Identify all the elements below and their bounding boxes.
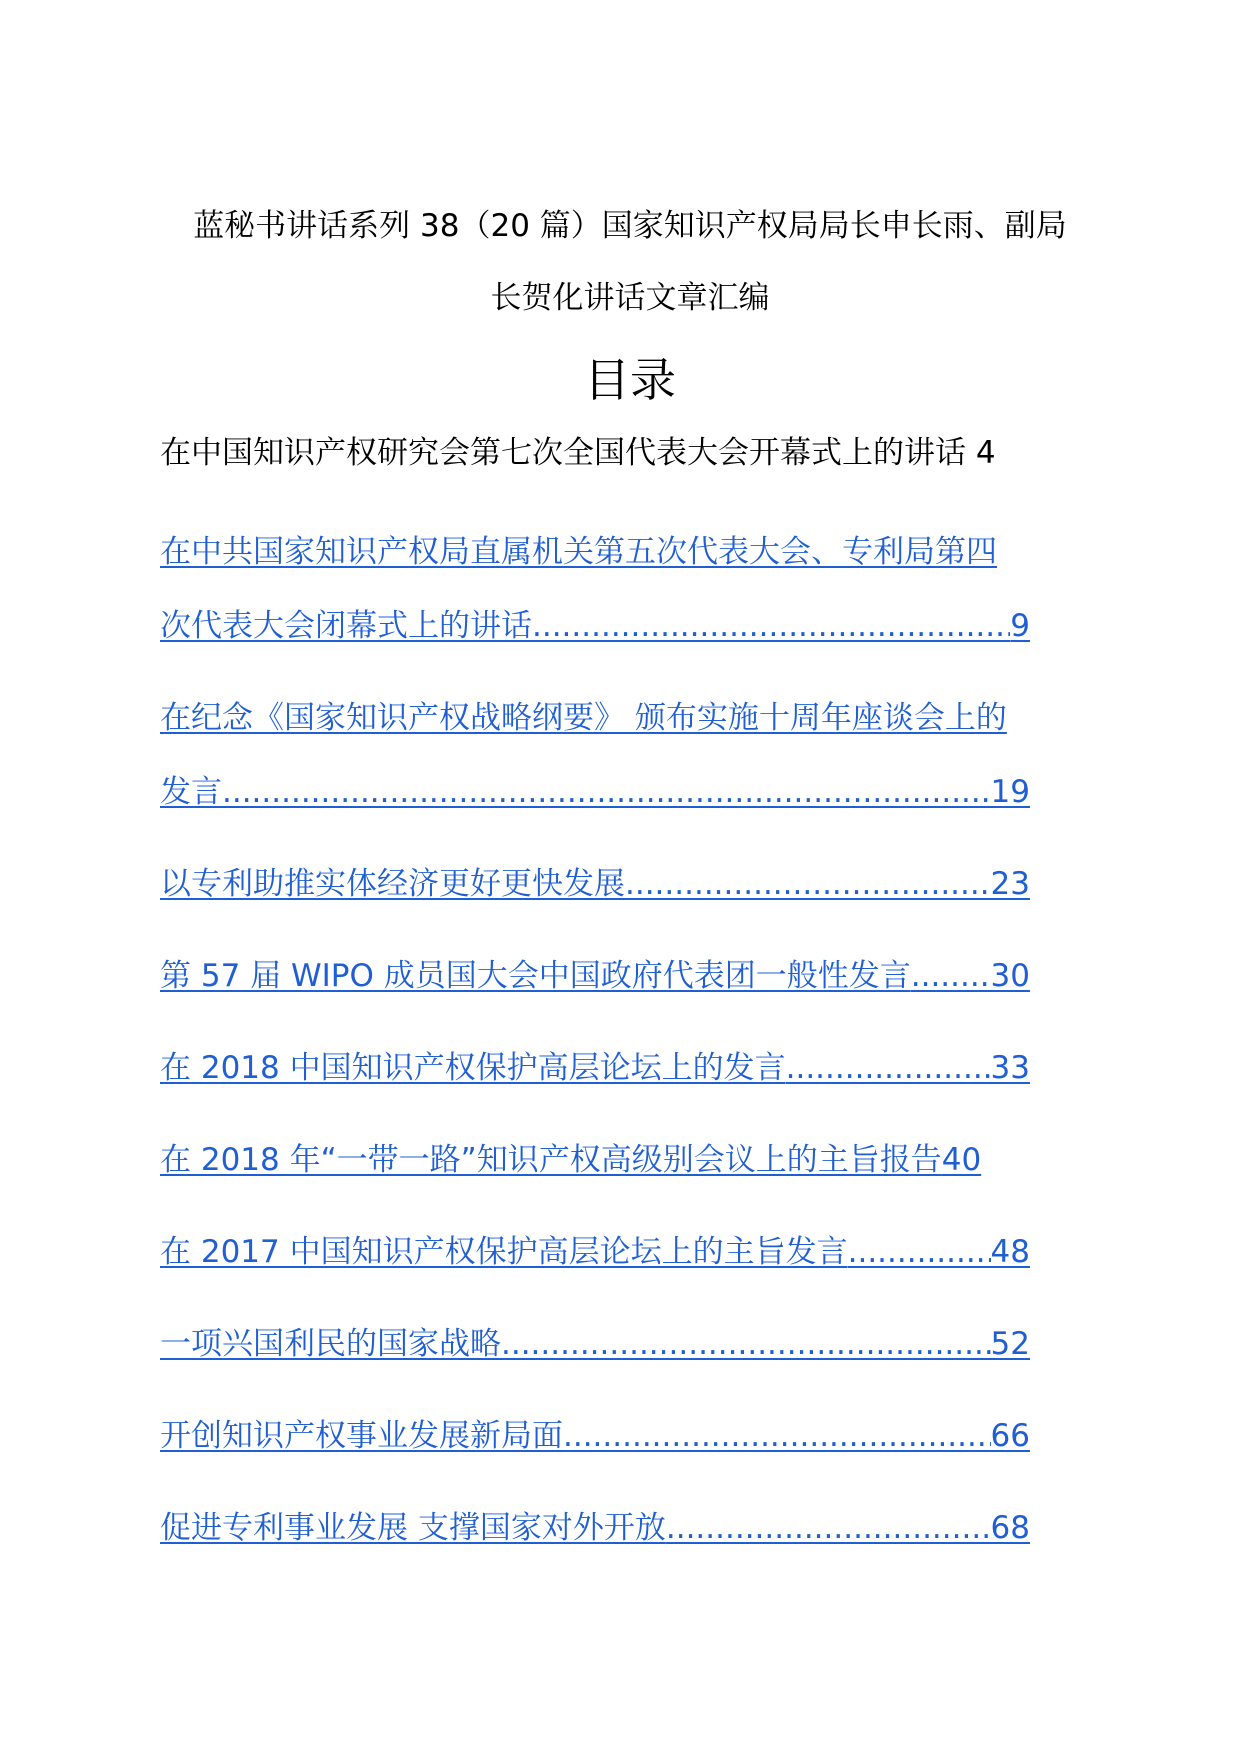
toc-leader-dots: [563, 1399, 991, 1473]
toc-first-entry: 在中国知识产权研究会第七次全国代表大会开幕式上的讲话 4: [160, 435, 996, 471]
toc-entry-text: 第 57 届 WIPO 成员国大会中国政府代表团一般性发言: [160, 958, 911, 994]
toc-heading: 目录: [584, 353, 676, 407]
toc-page-number: 52: [990, 1326, 1030, 1362]
toc-entry-7[interactable]: [160, 1215, 1030, 1289]
toc-page-number: 23: [990, 866, 1030, 902]
toc-leader-dots: [666, 1491, 991, 1565]
toc-leader-dots: [848, 1215, 991, 1289]
toc-entry-9[interactable]: [160, 1399, 1030, 1473]
toc-entry-5[interactable]: [160, 1031, 1030, 1105]
toc-entry-text: 在 2018 中国知识产权保护高层论坛上的发言: [160, 1050, 786, 1086]
toc-page-number: 48: [990, 1234, 1030, 1270]
toc-leader-dots: [532, 589, 1010, 663]
toc-entry-4[interactable]: [160, 939, 1030, 1013]
document-title-line-1: 蓝秘书讲话系列 38（20 篇）国家知识产权局局长申长雨、副局: [193, 208, 1067, 244]
toc-page-number: 40: [941, 1142, 982, 1178]
document-title: [160, 190, 1100, 334]
toc-page-number: 30: [990, 958, 1030, 994]
toc-entry-text: 开创知识产权事业发展新局面: [160, 1418, 563, 1454]
toc-entry-10[interactable]: [160, 1491, 1030, 1565]
toc-entry-text: 一项兴国利民的国家战略: [160, 1326, 501, 1362]
toc-entry-text: 促进专利事业发展 支撑国家对外开放: [160, 1510, 666, 1546]
document-title-line-2: 长贺化讲话文章汇编: [490, 280, 770, 316]
toc-leader-dots: [222, 755, 991, 829]
toc-entry-text: 在纪念《国家知识产权战略纲要》 颁布实施十周年座谈会上的: [160, 700, 1007, 736]
toc-leader-dots: [625, 847, 991, 921]
toc-leader-dots: [501, 1307, 991, 1381]
toc-entry-text: 在 2018 年“一带一路”知识产权高级别会议上的主旨报告: [160, 1142, 942, 1178]
toc-entry-text: 在 2017 中国知识产权保护高层论坛上的主旨发言: [160, 1234, 848, 1270]
toc-entry-text: 以专利助推实体经济更好更快发展: [160, 866, 625, 902]
toc-leader-dots: [786, 1031, 991, 1105]
toc-entry-3[interactable]: [160, 847, 1030, 921]
toc-page-number: 68: [990, 1510, 1030, 1546]
toc-entry-text: 在中共国家知识产权局直属机关第五次代表大会、专利局第四: [160, 534, 997, 570]
toc-entry-text: 发言: [160, 774, 222, 810]
toc-list: [160, 515, 1100, 1583]
toc-page-number: 33: [990, 1050, 1030, 1086]
toc-entry-2[interactable]: [160, 681, 1100, 829]
toc-page-number: 66: [990, 1418, 1030, 1454]
toc-entry-text: 次代表大会闭幕式上的讲话: [160, 608, 532, 644]
toc-entry-6[interactable]: [160, 1123, 1080, 1197]
toc-page-number: 9: [1010, 608, 1030, 644]
toc-entry-1[interactable]: [160, 515, 1100, 663]
toc-leader-dots: [911, 939, 991, 1013]
toc-entry-8[interactable]: [160, 1307, 1030, 1381]
toc-page-number: 19: [990, 774, 1030, 810]
